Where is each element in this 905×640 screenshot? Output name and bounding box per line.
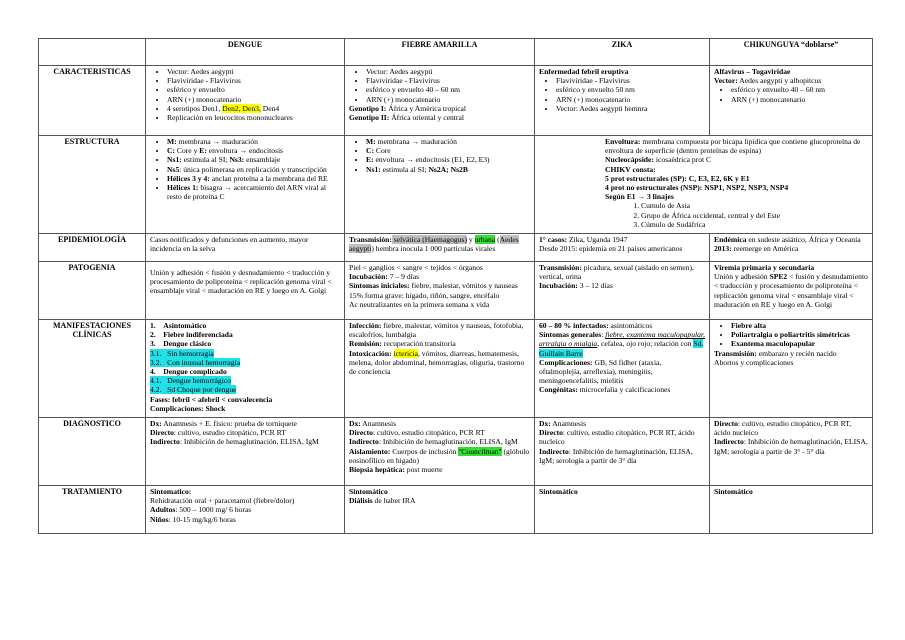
cell-fiebre-tratamiento: Sintomático Diálisis de haber IRA xyxy=(345,486,535,534)
list-item: 3. Cúmulo de Sudáfrica xyxy=(641,220,868,229)
list-item: • esférico y envuelto 40 – 60 nm xyxy=(366,85,530,94)
list-item: 1. Asintomático xyxy=(150,321,207,330)
cell-fiebre-caracteristicas xyxy=(345,66,535,136)
list-item: 5 prot estructurales (SP): C, E3, E2, 6K y E1 xyxy=(605,173,750,183)
cell-zika-diagnostico: Dx: Anamnesis Directo: cultivo, estudio citopático, PCR RT, ácido nucleico Indirecto: Inhibición de hemaglutinación, ELISA, IgM; serología a partir de 3° día xyxy=(535,418,710,486)
cell-dengue-epidemiologia: Casos notificados y defunciones en aumento, mayor incidencia en la selva xyxy=(146,234,345,262)
list-item: • 4 serotipos Den1, Den2, Den3, Den4 xyxy=(167,104,340,113)
list-item: 4 prot no estructurales (NSP): NSP1, NSP2, NSP3, NSP4 xyxy=(605,183,789,193)
header-chikunguya: CHIKUNGUYA “doblarse” xyxy=(710,39,873,66)
row-tratamiento xyxy=(39,486,873,534)
list-item: • ARN (+) monocatenario xyxy=(731,95,868,104)
cell-chik-diagnostico: Directo: cultivo, estudio citopático, PCR RT, ácido nucleico Indirecto: Inhibición de hemaglutinación, ELISA, IgM; serología a partir de 3° - 5° día xyxy=(710,418,873,486)
list-item: Enfermedad febril eruptiva xyxy=(539,67,629,76)
row-label-manifestaciones: MANIFESTACIONES CLÍNICAS xyxy=(39,320,146,418)
row-label-epidemiologia: EPIDEMIOLOGÍA xyxy=(39,234,146,262)
list-item: • Flaviviridae - Flavivirus xyxy=(556,76,705,85)
header-empty xyxy=(39,39,146,66)
header-row xyxy=(39,39,873,66)
list-item: Alfavirus – Togaviridae xyxy=(714,67,791,76)
list-item: • Hélices 3 y 4: anclan proteína a la membrana del RE xyxy=(167,174,340,183)
list-item: 3. Dengue clásico xyxy=(150,339,212,349)
row-label-caracteristicas: CARACTERISTICAS xyxy=(39,66,146,136)
list-item: Según E1 → 3 linajes xyxy=(605,192,674,202)
cell-zika-patogenia: Transmisión: picadura, sexual (aislado en semen), vertical, orina Incubación: 3 – 12 días xyxy=(535,262,710,320)
header-fiebre-amarilla: FIEBRE AMARILLA xyxy=(345,39,535,66)
cell-chik-patogenia: Viremia primaria y secundaria Unión y adhesión SPE2 < fusión y desnudamiento < traducción y procesamiento de poliproteína < replicación genoma viral < ensamblaje viral < maduración en RE y luego en A. Golgi xyxy=(710,262,873,320)
row-label-diagnostico: DIAGNOSTICO xyxy=(39,418,146,486)
cell-zika-tratamiento: Sintomático xyxy=(535,486,710,534)
cell-zika-epidemiologia: 1° casos: Zika, Uganda 1947 Desde 2015: epidemia en 21 países americanos xyxy=(535,234,710,262)
row-manifestaciones xyxy=(39,320,873,418)
list-item: Envoltura: membrana compuesta por bicapa lipídica que contiene glucoproteína de envoltura de superficie (dentro proteínas de espina) xyxy=(605,137,861,156)
list-item: 2. Grupo de África occidental, central y del Este xyxy=(641,211,868,220)
row-label-patogenia: PATOGENIA xyxy=(39,262,146,320)
cell-dengue-patogenia: Unión y adhesión < fusión y desnudamiento < traducción y procesamiento de poliproteína < replicación genoma viral < ensamblaje viral < maduración en RE y luego en A. Golgi xyxy=(146,262,345,320)
list-item: 4.1. Dengue hemorrágico xyxy=(150,376,231,386)
cell-chik-epidemiologia: Endémica en sudeste asiático, África y Oceanía 2013: reemerge en América xyxy=(710,234,873,262)
list-item: • Fiebre alta xyxy=(731,321,868,330)
cell-fiebre-epidemiologia: Transmisión: selvática (Haemagogus) y urbana (Aedes aegypti) hembra inocula 1 000 partículas virales xyxy=(345,234,535,262)
list-item: • ARN (+) monocatenario xyxy=(556,95,705,104)
list-item: 3.2. Con inusual hemorragia xyxy=(150,357,241,367)
list-item: • Poliartralgia o poliartritis simétricas xyxy=(731,330,868,339)
row-caracteristicas xyxy=(39,66,873,136)
list-item: • M: membrana → maduración xyxy=(366,137,530,146)
list-item: 1. Cumulo de Asia xyxy=(641,201,868,210)
list-item: • C: Core y E: envoltura → endocitosis xyxy=(167,146,340,155)
list-item: Fases: febril < afebril < convalecencia xyxy=(150,394,273,404)
cell-dengue-estructura xyxy=(146,136,345,234)
list-item: • Vector: Aedes aegypti hemnra xyxy=(556,104,705,113)
list-item: • Ns1: estimula al SI; Ns2A; Ns2B xyxy=(366,165,530,174)
list-item: Complicaciones: Shock xyxy=(150,403,226,413)
list-item: • E: envoltura → endocitosis (E1, E2, E3) xyxy=(366,155,530,164)
row-epidemiologia xyxy=(39,234,873,262)
cell-dengue-manifestaciones xyxy=(146,320,345,418)
row-patogenia xyxy=(39,262,873,320)
list-item: Genotipo I: África y América tropical xyxy=(349,103,467,113)
list-item: 4. Dengue complicado xyxy=(150,367,227,377)
list-item: • ARN (+) monocatenario xyxy=(366,95,530,104)
list-item: • Vector: Aedes aegypti xyxy=(366,67,530,76)
list-item: • Vector: Aedes aegypti xyxy=(167,67,340,76)
list-item: • Exantema maculopapular xyxy=(731,339,868,348)
cell-chik-tratamiento: Sintomático xyxy=(710,486,873,534)
list-item: • esférico y envuelto 50 nm xyxy=(556,85,705,94)
list-item: • Flaviviridae - Flavivirus xyxy=(167,76,340,85)
row-diagnostico xyxy=(39,418,873,486)
list-item: • esférico y envuelto 40 – 60 nm xyxy=(731,85,868,94)
comparison-table xyxy=(38,38,873,534)
list-item: • Hélices 1: bisagra → acercamiento del ARN viral al resto de proteína C xyxy=(167,183,340,201)
list-item: 4.2. Sd Choque por dengue xyxy=(150,385,237,395)
row-label-estructura: ESTRUCTURA xyxy=(39,136,146,234)
list-item: Genotipo II: África oriental y central xyxy=(349,113,464,123)
list-item: • Replicación en leucocitos mononucleares xyxy=(167,113,340,122)
cell-fiebre-estructura xyxy=(345,136,535,234)
list-item: • C: Core xyxy=(366,146,530,155)
list-item: Vector: Aedes aegypti y albopitcus xyxy=(714,76,822,86)
cell-dengue-caracteristicas xyxy=(146,66,345,136)
cell-chik-caracteristicas xyxy=(710,66,873,136)
list-item: • ARN (+) monocatenario xyxy=(167,95,340,104)
cell-zika-chik-estructura xyxy=(535,136,873,234)
list-item: Nucleocápside: icosaédrica prot C xyxy=(605,155,712,165)
header-dengue: DENGUE xyxy=(146,39,345,66)
list-item: • Ns5: única polimerasa en replicación y transcripción xyxy=(167,165,340,174)
cell-zika-manifestaciones: 60 – 80 % infectados: asintomáticos Síntomas generales: fiebre, exantema maculopapular, artralgia o mialgia, cefalea, ojo rojo; relación con Sd. Guillain Barre Complicaciones: GB, Sd fidher (ataxia, oftalmoplejía, arreflexia), meningitis, meningoencefalitis, mielitis Congénitas: microcefalia y calcificaciones xyxy=(535,320,710,418)
list-item: • esférico y envuelto xyxy=(167,85,340,94)
row-label-tratamiento: TRATAMIENTO xyxy=(39,486,146,534)
list-item: • Flaviviridae - Flavivirus xyxy=(366,76,530,85)
row-estructura xyxy=(39,136,873,234)
cell-chik-manifestaciones: • Fiebre alta • Poliartralgia o poliartritis simétricas • Exantema maculopapular Transmisión: embarazo y recién nacido Abortos y complicaciones xyxy=(710,320,873,418)
list-item: 2. Fiebre indiferenciada xyxy=(150,330,233,340)
list-item: 3.1. Sin hemorragia xyxy=(150,348,214,358)
cell-fiebre-diagnostico: Dx: Anamnesis Directo: cultivo, estudio citopático, PCR RT Indirecto: Inhibición de hemaglutinación, ELISA, IgM Aislamiento: Cuerpos de inclusión "Councilman" (glóbulo eosinofílico en hígado) Biopsia hepática: post muerte xyxy=(345,418,535,486)
list-item: CHIKV consta: xyxy=(605,164,656,174)
list-item: • M: membrana → maduración xyxy=(167,137,340,146)
list-item: • Ns1: estimula al SI; Ns3: ensamblaje xyxy=(167,155,340,164)
cell-dengue-tratamiento: Sintomatico: Rehidratación oral + paracetamol (fiebre/dolor) Adultos: 500 – 1000 mg/ 6 horas Niños: 10-15 mg/kg/6 horas xyxy=(146,486,345,534)
header-zika: ZIKA xyxy=(535,39,710,66)
cell-zika-caracteristicas xyxy=(535,66,710,136)
cell-dengue-diagnostico: Dx: Anamnesis + E. físico: prueba de torniquete Directo: cultivo, estudio citopático, PCR RT Indirecto: Inhibición de hemaglutinación, ELISA, IgM xyxy=(146,418,345,486)
cell-fiebre-patogenia: Piel < ganglios < sangre < tejidos < órganos Incubación: 7 – 9 días Síntomas iniciales: fiebre, malestar, vómitos y nauseas 15% forma grave: hígado, riñón, sangre, encéfalo Ac neutralizantes en la primera semana x vida xyxy=(345,262,535,320)
cell-fiebre-manifestaciones: Infección: fiebre, malestar, vómitos y nauseas, fotofobia, escalofríos, lumbalgia Remisión: recuperación transitoria Intoxicación: ictericia, vómitos, diarreas, hematemesis, melena, dolor abdominal, hemorragias, oliguria, trastorno de conciencia xyxy=(345,320,535,418)
